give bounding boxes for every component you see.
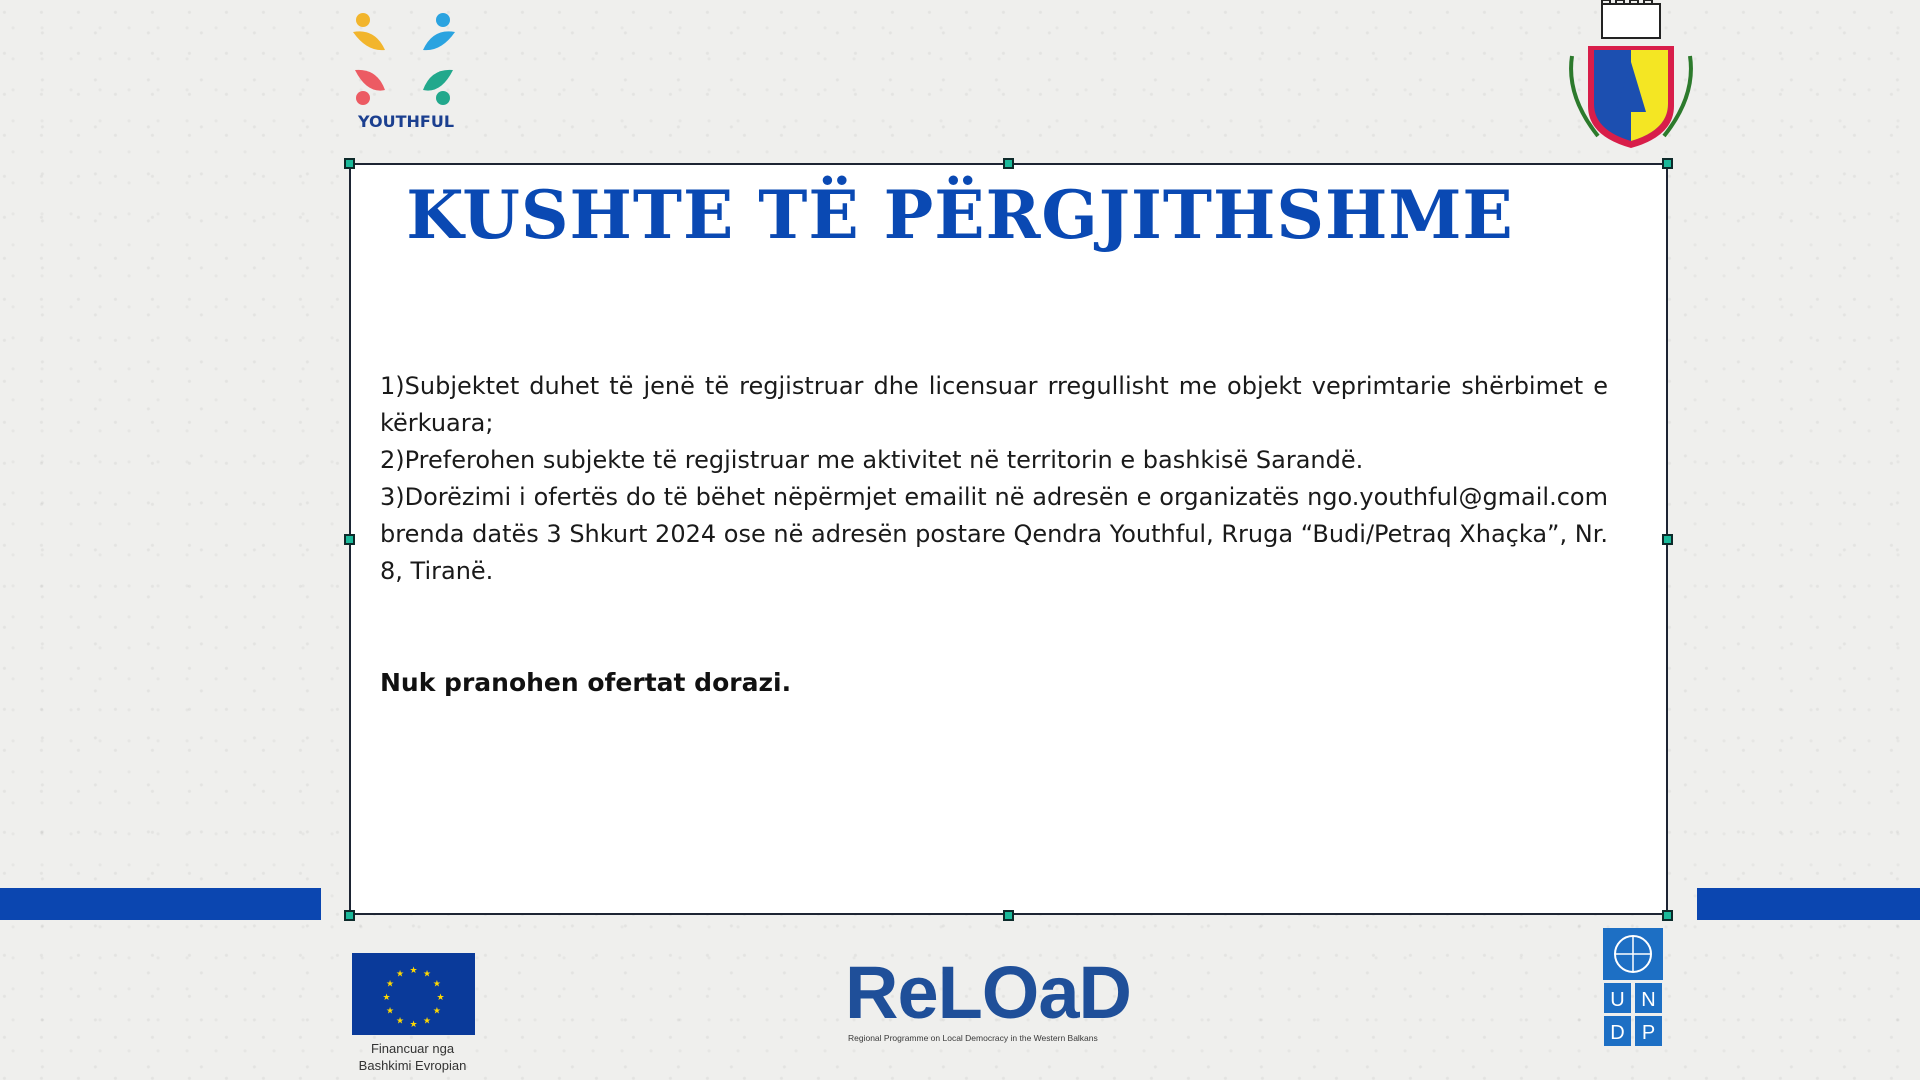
bashkia-sarande-crest-icon bbox=[1566, 0, 1696, 155]
undp-letter-d: D bbox=[1610, 1022, 1625, 1044]
reload-subtitle: Regional Programme on Local Democracy in the Western Balkans bbox=[848, 1033, 1098, 1043]
resize-handle-top-right[interactable] bbox=[1662, 158, 1673, 169]
right-accent-band bbox=[1697, 888, 1920, 920]
reload-logo-text: ReLOaD bbox=[845, 951, 1131, 1034]
svg-text:★: ★ bbox=[436, 993, 445, 1003]
svg-text:★: ★ bbox=[432, 1006, 441, 1017]
svg-text:★: ★ bbox=[409, 966, 418, 976]
condition-item-1: 1)Subjektet duhet të jenë të regjistruar dhe licensuar rregullisht me objekt veprimtarie shërbimet e kërkuara; bbox=[380, 372, 1608, 437]
eu-flag-icon bbox=[352, 953, 475, 1035]
resize-handle-middle-left[interactable] bbox=[344, 534, 355, 545]
svg-text:★: ★ bbox=[422, 969, 432, 980]
svg-text:★: ★ bbox=[386, 979, 395, 990]
eu-caption-line-2: Bashkimi Evropian bbox=[358, 1058, 467, 1073]
condition-item-2: 2)Preferohen subjekte të regjistruar me aktivitet në territorin e bashkisë Sarandë. bbox=[380, 446, 1364, 474]
svg-text:★: ★ bbox=[395, 1016, 405, 1027]
conditions-list bbox=[380, 368, 1608, 590]
resize-handle-bottom-left[interactable] bbox=[344, 910, 355, 921]
left-accent-band bbox=[0, 888, 321, 920]
svg-text:★: ★ bbox=[382, 993, 391, 1003]
svg-text:★: ★ bbox=[409, 1020, 418, 1030]
note-text: Nuk pranohen ofertat dorazi. bbox=[380, 668, 792, 697]
resize-handle-top-left[interactable] bbox=[344, 158, 355, 169]
page-title: KUSHTE TË PËRGJITHSHME bbox=[406, 176, 1514, 254]
undp-logo-icon bbox=[1603, 928, 1663, 1048]
resize-handle-bottom-center[interactable] bbox=[1003, 910, 1014, 921]
svg-text:★: ★ bbox=[432, 979, 441, 990]
undp-letter-n: N bbox=[1641, 989, 1656, 1011]
resize-handle-middle-right[interactable] bbox=[1662, 534, 1673, 545]
eu-caption-line-1: Financuar nga bbox=[370, 1041, 455, 1056]
resize-handle-bottom-right[interactable] bbox=[1662, 910, 1673, 921]
resize-handle-top-center[interactable] bbox=[1003, 158, 1014, 169]
condition-item-3: 3)Dorëzimi i ofertës do të bëhet nëpërmjet emailit në adresën e organizatës ngo.youthful@gmail.com brenda datës 3 Shkurt 2024 ose në adresën postare Qendra Youthful, Rruga “Budi/Petraq Xhaçka”, Nr. 8, Tiranë. bbox=[380, 483, 1608, 585]
youthful-logo-text: YOUTHFUL bbox=[357, 112, 455, 131]
undp-letter-p: P bbox=[1641, 1022, 1656, 1044]
undp-letter-u: U bbox=[1610, 989, 1625, 1011]
svg-text:★: ★ bbox=[386, 1006, 395, 1017]
eu-funding-caption bbox=[340, 1040, 485, 1074]
svg-text:★: ★ bbox=[422, 1016, 432, 1027]
svg-text:★: ★ bbox=[395, 969, 405, 980]
